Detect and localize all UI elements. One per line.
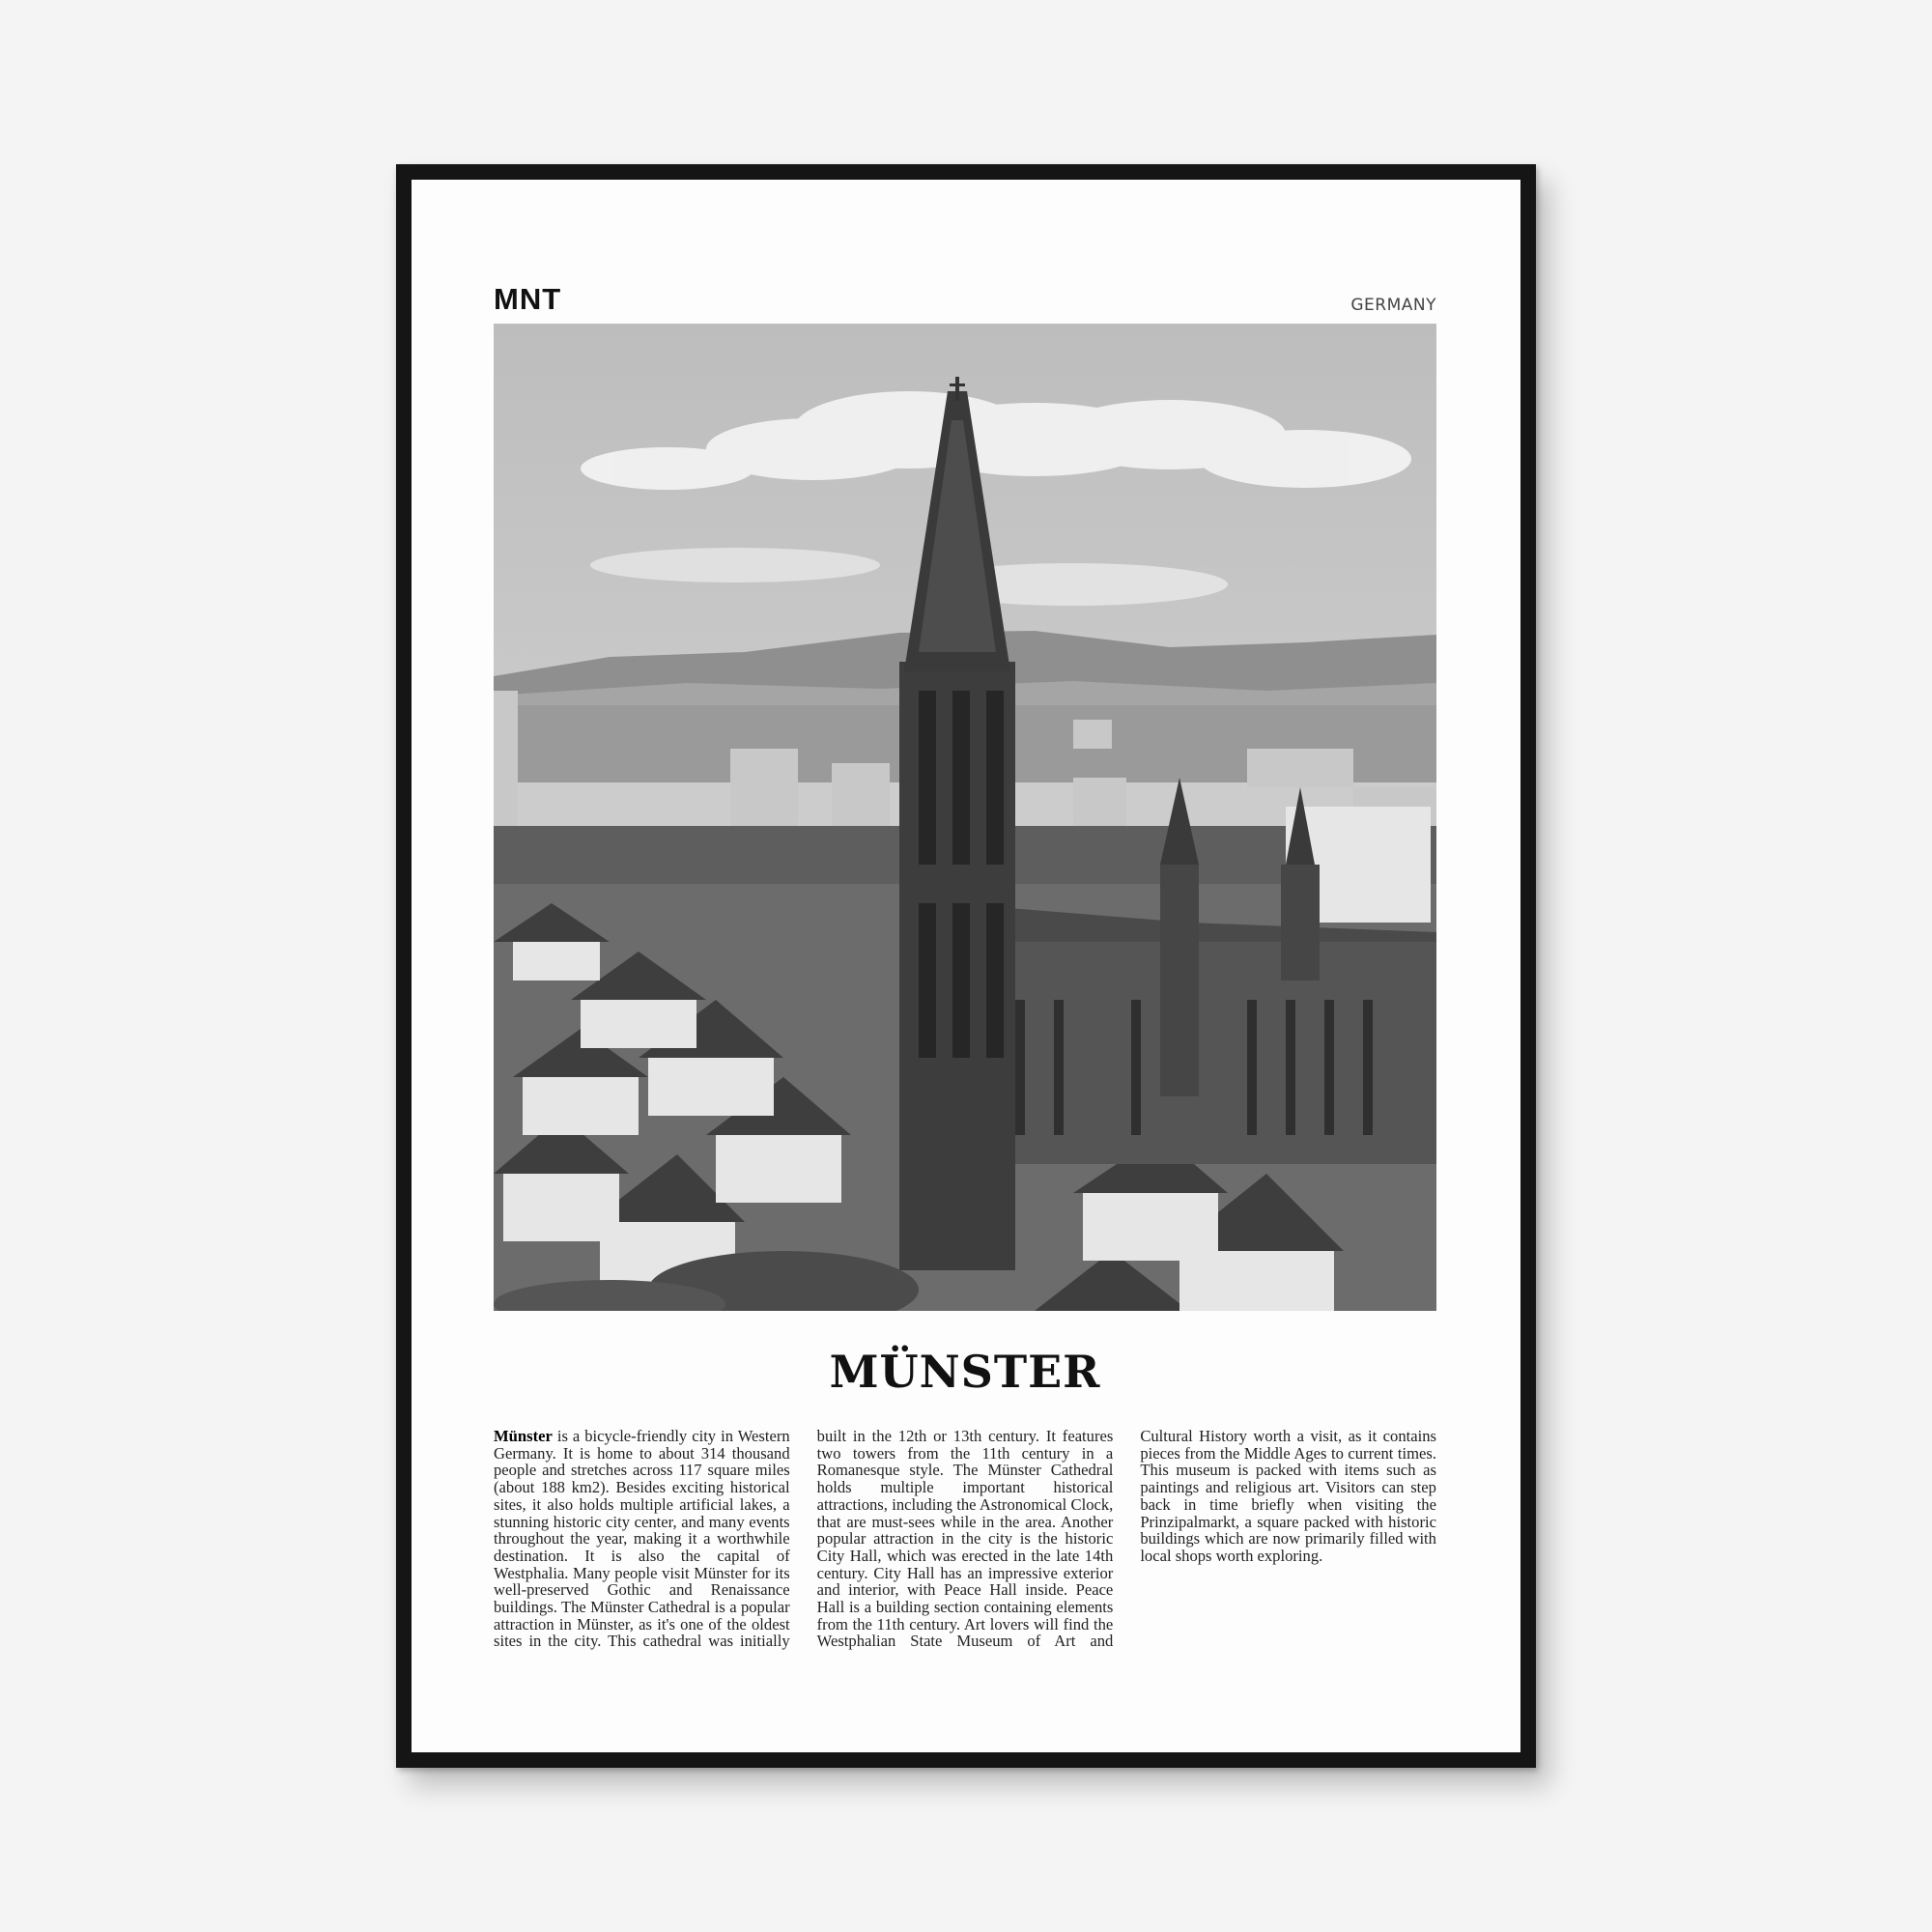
cathedral-photo — [494, 324, 1436, 1311]
country-label: GERMANY — [1350, 296, 1436, 315]
city-skyline-illustration — [494, 324, 1436, 1311]
description-text: is a bicycle-friendly city in Western Germany. It is home to about 314 thousand people and stretches across 117 square miles (about 188 km2). Besides exciting historical sites, it also holds multiple artificial lakes, a stunning historic city center, and many events throughout the year, making it a worthwhile destination. It is also the capital of Westphalia. Many people visit Münster for its well-preserved Gothic and Renaissance buildings. The Münster Cathedral is a popular attraction in Münster, as it's one of the oldest sites in the city. This cathedral was initially built in the 12th or 13th century. It features two towers from the 11th century in a Romanesque style. The Münster Cathedral holds multiple important historical attractions, including the Astronomical Clock, that are must-sees while in the area. Another popular attraction in the city is the historic City Hall, which was erected in the late 14th century. City Hall has an impressive exterior and interior, with Peace Hall inside. Peace Hall is a building section containing elements from the 11th century. Art lovers will find the Westphalian State Museum of Art and Cultural History worth a visit, as it contains pieces from the Middle Ages to current times. This museum is packed with items such as paintings and religious art. Visitors can step back in time briefly when visiting the Prinzipalmarkt, a square packed with historic buildings which are now primarily filled with local shops worth exploring. — [494, 1427, 1436, 1651]
poster-title: MÜNSTER — [829, 1346, 1101, 1398]
city-code: MNT — [494, 282, 562, 316]
description-lead: Münster — [494, 1427, 553, 1445]
poster-description — [494, 1428, 1436, 1655]
